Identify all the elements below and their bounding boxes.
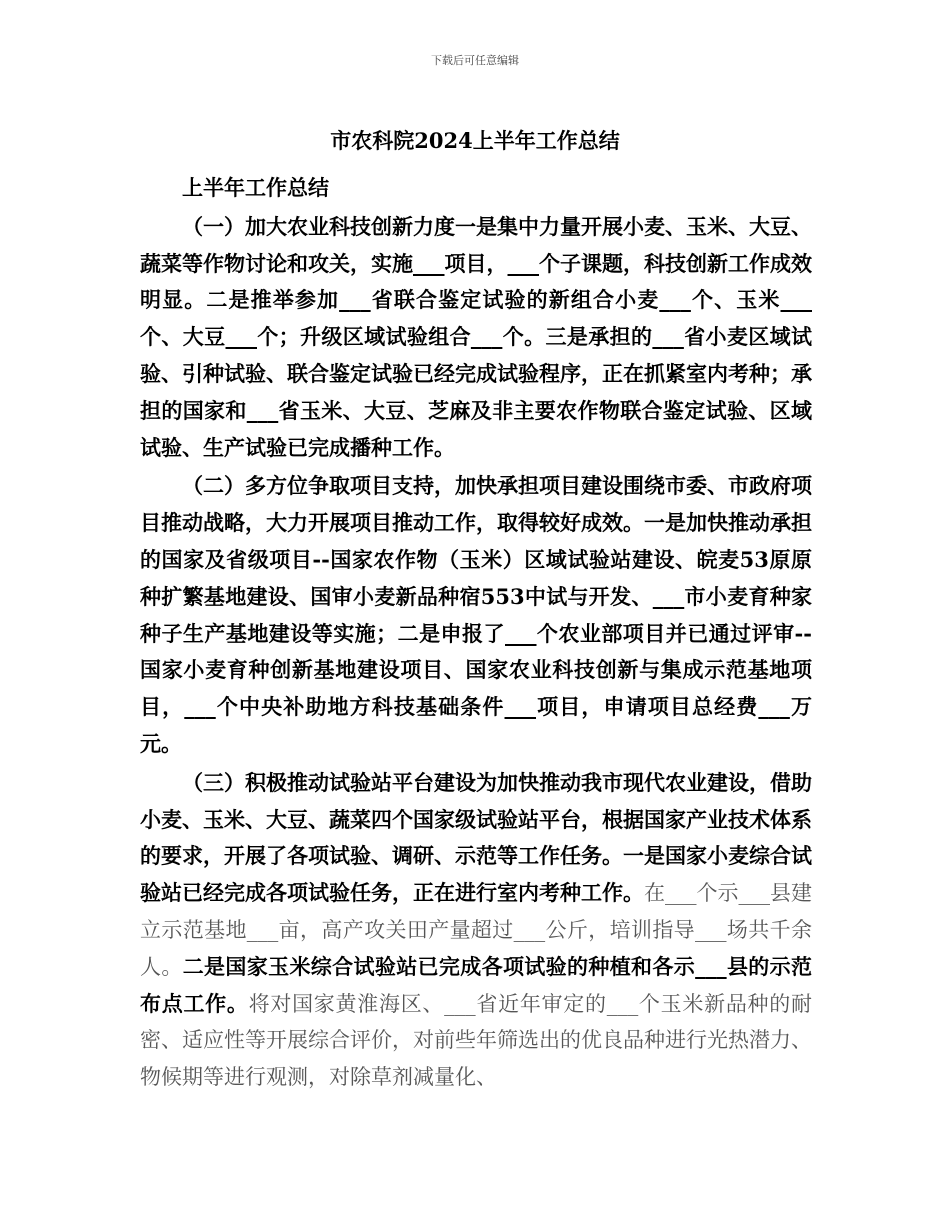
paragraph-2: （二）多方位争取项目支持，加快承担项目建设围绕市委、市政府项目推动战略，大力开展项目推动工作，取得较好成效。一是加快推动承担的国家及省级项目--国家农作物（玉米）区域试验站建设、皖麦53原原种扩繁基地建设、国审小麦新品种宿553中试与开发、___市小麦育种家种子生产基地建设等实施；二是申报了___个农业部项目并已通过评审--国家小麦育种创新基地建设项目、国家农业科技创新与集成示范基地项目，___个中央补助地方科技基础条件___项目，申请项目总经费___万元。 [140,473,812,756]
header-note: 下载后可任意编辑 [431,54,519,67]
paragraph-3-light-2: 将对国家黄淮海区、___省近年审定的___个玉米新品种的耐密、适应性等开展综合评价，对前些年筛选出的优良品种进行光热潜力、物候期等进行观测，对除草剂减量化、 [140,991,813,1090]
paragraph-3 [140,765,812,1096]
paragraph-3-light-1: 在___个示___县建立示范基地___亩，高产攻关田产量超过___公斤，培训指导___场共千余人。 [140,881,812,979]
paragraph-3-bold-1: （三）积极推动试验站平台建设为加快推动我市现代农业建设，借助小麦、玉米、大豆、蔬菜四个国家级试验站平台，根据国家产业技术体系的要求，开展了各项试验、调研、示范等工作任务。一是国家小麦综合试验站已经完成各项试验任务，正在进行室内考种工作。 [140,769,812,906]
document-title: 市农科院2024上半年工作总结 [330,128,620,153]
section-heading: 上半年工作总结 [182,175,329,200]
document-body [140,168,812,1096]
paragraph-1: （一）加大农业科技创新力度一是集中力量开展小麦、玉米、大豆、蔬菜等作物讨论和攻关，实施___项目，___个子课题，科技创新工作成效明显。二是推举参加___省联合鉴定试验的新组合小麦___个、玉米___个、大豆___个；升级区域试验组合___个。三是承担的___省小麦区域试验、引种试验、联合鉴定试验已经完成试验程序，正在抓紧室内考种；承担的国家和___省玉米、大豆、芝麻及非主要农作物联合鉴定试验、区域试验、生产试验已完成播种工作。 [140,213,812,460]
paragraph-3-bold-2: 二是国家玉米综合试验站已完成各项试验的种植和各示___县的示范布点工作。 [140,953,813,1016]
